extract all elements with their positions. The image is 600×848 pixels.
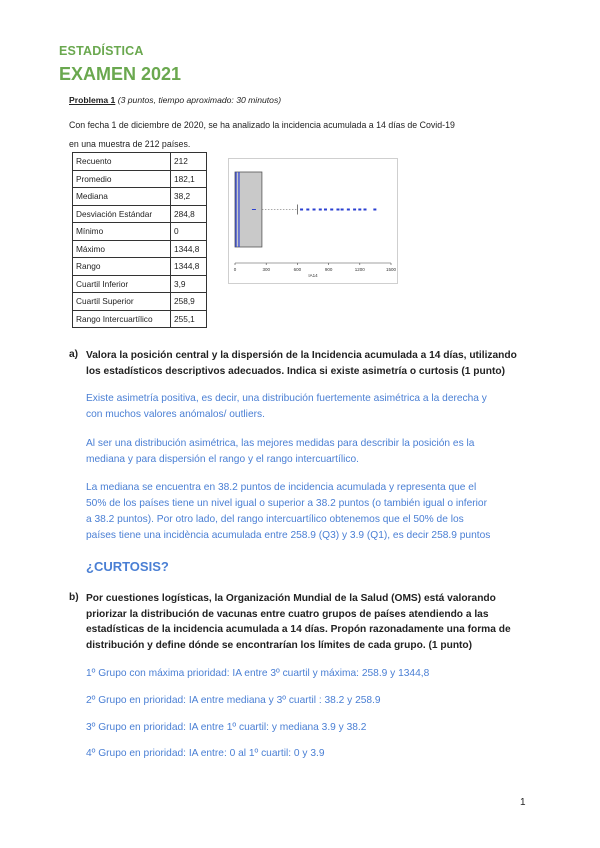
- boxplot-tick-label: 0: [233, 267, 237, 272]
- stats-row: [73, 240, 207, 258]
- boxplot-svg: [229, 159, 397, 283]
- boxplot-outlier: [306, 209, 309, 211]
- boxplot-outlier: [336, 209, 339, 211]
- question-b-line: distribución y define dónde se encontrarían los límites de cada grupo. (1 punto): [86, 639, 473, 651]
- problem-note: (3 puntos, tiempo aproximado: 30 minutos): [117, 95, 282, 105]
- stats-label: Mediana: [73, 188, 171, 206]
- answer-line: con muchos valores anómalos/ outliers.: [86, 409, 265, 420]
- answer-line: países tiene una incidència acumulada entre 258.9 (Q3) y 3.9 (Q1), es decir 258.9 puntos: [86, 530, 491, 541]
- stats-row: [73, 310, 207, 328]
- boxplot-tick-label: 600: [293, 267, 302, 272]
- boxplot-tick-label: 1500: [385, 267, 397, 272]
- boxplot-outlier: [313, 209, 316, 211]
- boxplot-outlier: [373, 209, 376, 211]
- stats-row: [73, 223, 207, 241]
- answer-line: a 38.2 puntos). Por otro lado, del rango intercuartílico obtenemos que el 50% de los: [86, 514, 464, 525]
- stats-row: [73, 153, 207, 171]
- stats-label: Rango: [73, 258, 171, 276]
- boxplot-outlier: [330, 209, 333, 211]
- stats-value: 38,2: [171, 188, 207, 206]
- stats-label: Recuento: [73, 153, 171, 171]
- boxplot-outlier: [341, 209, 344, 211]
- answer-b-group-2: 2º Grupo en prioridad: IA entre mediana y 3º cuartil : 38.2 y 258.9: [86, 695, 381, 706]
- stats-value: 3,9: [171, 275, 207, 293]
- boxplot-outlier: [353, 209, 356, 211]
- page-number: 1: [520, 797, 526, 808]
- boxplot-outlier: [358, 209, 361, 211]
- stats-label: Mínimo: [73, 223, 171, 241]
- stats-value: 182,1: [171, 170, 207, 188]
- stats-label: Rango Intercuartílico: [73, 310, 171, 328]
- boxplot-outlier: [364, 209, 367, 211]
- stats-label: Cuartil Inferior: [73, 275, 171, 293]
- boxplot-tick-label: 1200: [354, 267, 365, 272]
- question-b-text: [86, 591, 526, 653]
- stats-row: [73, 188, 207, 206]
- boxplot-outlier: [324, 209, 327, 211]
- stats-value: 284,8: [171, 205, 207, 223]
- problem-heading: [69, 95, 281, 105]
- stats-row: [73, 205, 207, 223]
- problem-title: Problema 1: [69, 95, 116, 105]
- stats-label: Desviación Estándar: [73, 205, 171, 223]
- boxplot-tick-label: 300: [262, 267, 270, 272]
- boxplot-chart: [228, 158, 398, 284]
- answer-line: 50% de los países tiene un nivel igual o superior a 38.2 puntos (o también igual o inferior: [86, 498, 487, 509]
- subject-heading: ESTADÍSTICA: [59, 44, 144, 58]
- stats-value: 258,9: [171, 293, 207, 311]
- question-a-text: [86, 348, 526, 379]
- stats-row: [73, 293, 207, 311]
- stats-value: 255,1: [171, 310, 207, 328]
- answer-line: Al ser una distribución asimétrica, las mejores medidas para describir la posición es la: [86, 438, 475, 449]
- answer-a-paragraph-1: [86, 391, 526, 423]
- stats-label: Promedio: [73, 170, 171, 188]
- boxplot-tick-label: 900: [324, 267, 333, 272]
- stats-table: [72, 152, 207, 328]
- exam-title: EXAMEN 2021: [59, 64, 182, 84]
- question-b-line: Por cuestiones logísticas, la Organización Mundial de la Salud (OMS) está valorando: [86, 593, 496, 604]
- stats-label: Cuartil Superior: [73, 293, 171, 311]
- stats-row: [73, 170, 207, 188]
- question-a-line: Valora la posición central y la dispersión de la Incidencia acumulada a 14 días, utilizando: [86, 350, 517, 361]
- answer-a-paragraph-3: [86, 480, 526, 544]
- boxplot-outlier: [347, 209, 350, 211]
- intro-line-2: en una muestra de 212 países.: [69, 139, 191, 149]
- answer-b-group-3: 3º Grupo en prioridad: IA entre 1º cuartil: y mediana 3.9 y 38.2: [86, 722, 367, 733]
- answer-b-group-1: 1º Grupo con máxima prioridad: IA entre 3º cuartil y máxima: 258.9 y 1344,8: [86, 668, 430, 679]
- curtosis-heading: ¿CURTOSIS?: [86, 559, 169, 574]
- stats-row: [73, 275, 207, 293]
- answer-line: Existe asimetría positiva, es decir, una distribución fuertemente asimétrica a la derecha y: [86, 393, 487, 404]
- question-b-line: priorizar la distribución de vacunas entre cuatro grupos de países atendiendo a las: [86, 608, 489, 620]
- question-b-line: estadísticas de la incidencia acumulada a 14 días. Propón razonadamente una forma de: [86, 624, 511, 635]
- question-a-line: los estadísticos descriptivos adecuados. Indica si existe asimetría o curtosis (1 punto): [86, 365, 505, 377]
- question-a-label: a): [69, 349, 79, 360]
- answer-a-paragraph-2: [86, 436, 526, 468]
- answer-line: mediana y para dispersión el rango y el rango intercuartílico.: [86, 454, 359, 465]
- stats-row: [73, 258, 207, 276]
- answer-line: La mediana se encuentra en 38.2 puntos de incidencia acumulada y representa que el: [86, 482, 477, 493]
- stats-value: 0: [171, 223, 207, 241]
- question-b-label: b): [69, 592, 79, 603]
- boxplot-outlier: [300, 209, 303, 211]
- boxplot-xlabel: IA14: [308, 273, 318, 278]
- stats-label: Máximo: [73, 240, 171, 258]
- boxplot-outlier: [319, 209, 322, 211]
- stats-value: 1344,8: [171, 240, 207, 258]
- answer-b-group-4: 4º Grupo en prioridad: IA entre: 0 al 1º cuartil: 0 y 3.9: [86, 748, 325, 759]
- intro-line-1: Con fecha 1 de diciembre de 2020, se ha analizado la incidencia acumulada a 14 días de Covid-19: [69, 120, 455, 130]
- stats-value: 1344,8: [171, 258, 207, 276]
- stats-value: 212: [171, 153, 207, 171]
